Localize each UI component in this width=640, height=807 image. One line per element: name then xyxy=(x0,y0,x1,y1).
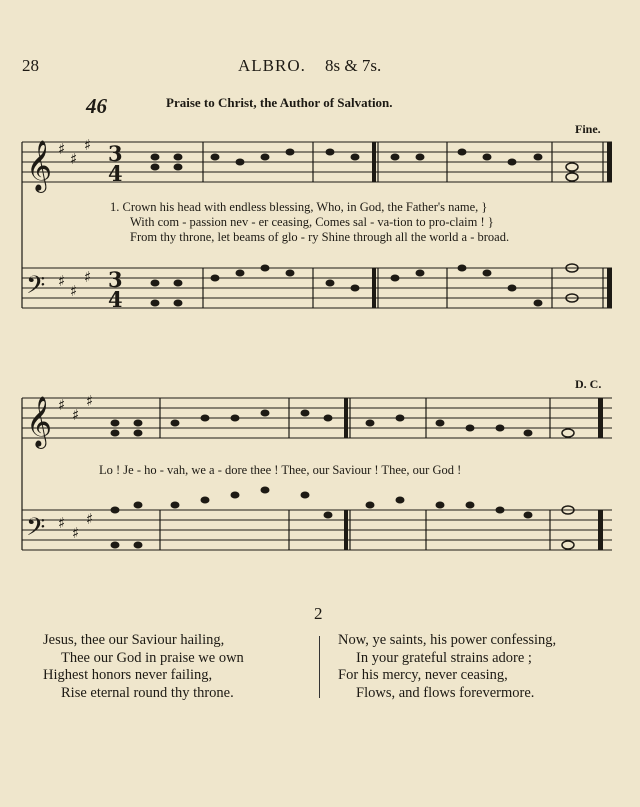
dc-marking: D. C. xyxy=(575,377,602,391)
treble-clef-icon: 𝄞 xyxy=(26,140,53,191)
notes-bass-1 xyxy=(151,264,579,307)
svg-text:♯: ♯ xyxy=(72,406,80,424)
svg-text:♯: ♯ xyxy=(72,524,80,542)
stanza-right-column xyxy=(338,632,556,702)
stanza-left-column xyxy=(43,632,244,702)
svg-text:♯: ♯ xyxy=(70,150,78,168)
svg-text:♯: ♯ xyxy=(86,392,94,410)
lyric-line-3: From thy throne, let beams of glo - ry Shine through all the world a - broad. xyxy=(130,230,510,244)
bass-staff-2 xyxy=(22,510,612,550)
lyric-line-refrain: Lo ! Je - ho - vah, we a - dore thee ! Thee, our Saviour ! Thee, our God ! xyxy=(99,463,462,477)
page-number: 28 xyxy=(22,56,39,75)
bass-clef-icon: 𝄢 xyxy=(26,513,46,548)
verse-line: Flows, and flows forevermore. xyxy=(356,684,535,701)
notes-treble-1 xyxy=(151,149,579,182)
verse-line: Rise eternal round thy throne. xyxy=(61,684,234,701)
verse-line: In your grateful strains adore ; xyxy=(356,649,532,666)
svg-text:♯: ♯ xyxy=(58,272,66,290)
svg-text:♯: ♯ xyxy=(86,510,94,528)
hymn-number: 46 xyxy=(86,94,107,118)
svg-text:3: 3 xyxy=(108,141,123,166)
svg-text:4: 4 xyxy=(108,287,123,312)
meter: 8s & 7s. xyxy=(325,56,382,75)
notes-treble-2 xyxy=(111,410,575,438)
verse-line: Jesus, thee our Saviour hailing, xyxy=(43,632,225,648)
svg-text:♯: ♯ xyxy=(58,396,66,414)
svg-text:♯: ♯ xyxy=(58,514,66,532)
lyric-line-1: 1. Crown his head with endless blessing, Who, in God, the Father's name, } xyxy=(110,200,488,214)
verse-line: Now, ye saints, his power confessing, xyxy=(338,632,557,648)
treble-clef-icon: 𝄞 xyxy=(26,396,53,447)
lyric-line-2: With com - passion nev - er ceasing, Comes sal - va-tion to pro-claim ! } xyxy=(130,215,494,229)
svg-text:♯: ♯ xyxy=(70,282,78,300)
svg-text:3: 3 xyxy=(108,267,123,292)
fine-marking: Fine. xyxy=(575,122,601,136)
column-divider xyxy=(319,636,320,698)
treble-staff-2 xyxy=(22,398,612,438)
svg-text:♯: ♯ xyxy=(84,136,92,154)
verse-line: Highest honors never failing, xyxy=(43,667,213,683)
key-signature-icon xyxy=(58,136,93,542)
hymn-title: Praise to Christ, the Author of Salvation. xyxy=(166,95,393,110)
bass-clef-icon: 𝄢 xyxy=(26,271,46,306)
tune-name: ALBRO. xyxy=(238,56,306,75)
verse-line: Thee our God in praise we own xyxy=(61,649,244,666)
svg-text:4: 4 xyxy=(108,161,123,186)
verse-line: For his mercy, never ceasing, xyxy=(338,667,508,683)
svg-text:♯: ♯ xyxy=(84,268,92,286)
stanza-number: 2 xyxy=(314,604,323,623)
time-signature-icon xyxy=(108,141,123,312)
svg-text:♯: ♯ xyxy=(58,140,66,158)
